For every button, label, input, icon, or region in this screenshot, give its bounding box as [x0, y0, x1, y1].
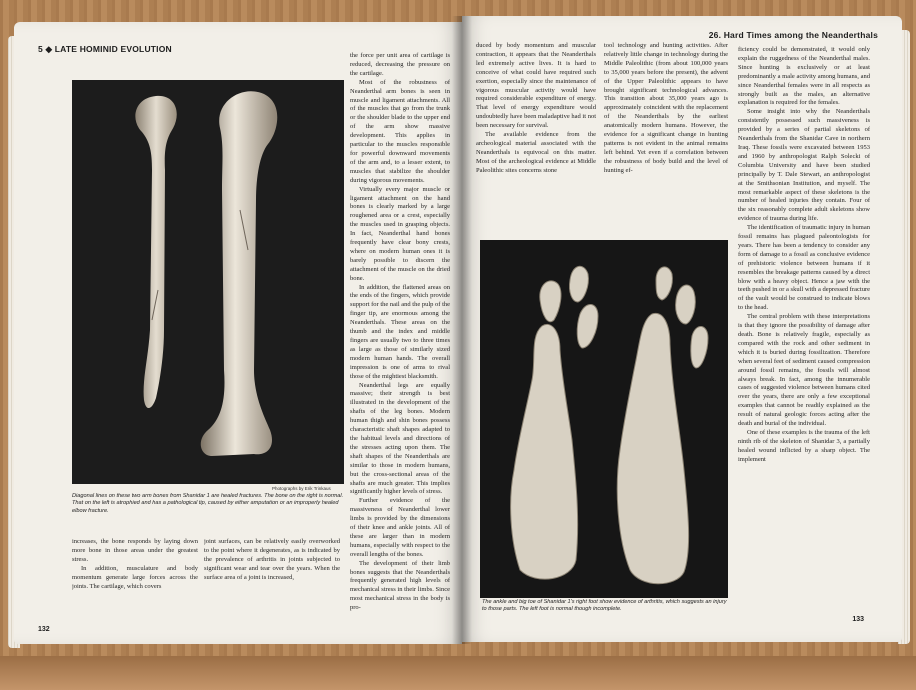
right-page	[462, 16, 902, 642]
left-figure-caption: Diagonal lines on these two arm bones from Shanidar 1 are healed fractures. The bone on the right is normal. That on the left is atrophied and has a pathological tip, caused by either amputation or an improperly healed elbow fracture.	[72, 493, 344, 514]
right-column-c	[738, 46, 870, 618]
paragraph: The available evidence from the archeological material associated with the Neanderthals is equivocal on this matter. Most of the archeological evidence at Middle Paleolithic sites concerns stone	[476, 131, 596, 174]
paragraph: In addition, musculature and body momentum generate large forces across the joints. The cartilage, which covers	[72, 564, 198, 590]
left-column-a	[72, 538, 198, 624]
right-page-number: 133	[852, 616, 864, 623]
paragraph: joint surfaces, can be relatively easily overworked to the point where it degenerates, as is indicated by the prevalence of arthritis in joints subjected to significant wear and tear over the years. When the surface area of a joint is increased,	[204, 538, 340, 581]
arm-bones-illustration	[72, 80, 344, 484]
paragraph: tool technology and hunting activities. After relatively little change in technology during the Middle Paleolithic (from about 100,000 years to 35,000 years before the present), the advent of the Upper Paleolithic appears to have brought significant technological advances. This transition about 35,000 years ago is approximately coincident with the replacement of the Neanderthals by the earliest anatomically modern humans. However, the evidence for a significant change in hunting patterns is not evident in the animal remains left behind. Yet even if a correlation between the robustness of body build and the level of hunting ef-	[604, 42, 728, 174]
foot-bones-illustration	[480, 240, 728, 598]
paragraph: ficiency could be demonstrated, it would only explain the ruggedness of the Neanderthal males. Since hunting is exclusively or at least predominantly a male activity among humans, and since Neanderthal females were in all respects as strongly built as the males, an alternative explanation is required for the females.	[738, 46, 870, 107]
left-page	[14, 22, 462, 644]
paragraph: The central problem with these interpretations is that they ignore the possibility of damage after death. Bone is relatively fragile, especially as compared with the rock and other sediment in which it is buried during fossilization. Therefore when several feet of sediment caused compression around fossil remains, the fossils will almost always break. In fact, among the innumerable cases of suggested violence between humans cited over the years, there are only a few exceptional examples that cannot be readily explained as the result of natural geologic forces acting after the death and burial of the individual.	[738, 313, 870, 428]
left-running-head: 5 ◆ LATE HOMINID EVOLUTION	[38, 44, 172, 54]
right-column-b	[604, 42, 728, 232]
paragraph: Most of the robustness of Neanderthal arm bones is seen in muscle and ligament attachments. All of the muscles that go from the trunk or the shoulder blade to the upper end of the arm show massive development. This applies in particular to the muscles responsible for powerful downward movements of the arm and, to a lesser extent, to muscles that stabilize the shoulder during vigorous movements.	[350, 78, 450, 184]
foot-bones-photo	[480, 240, 728, 598]
paragraph: One of these examples is the trauma of the left ninth rib of the skeleton of Shanidar 3, a partially healed wound inflicted by a sharp object. The implement	[738, 428, 870, 463]
paragraph: Virtually every major muscle or ligament attachment on the hand bones is clearly marked by a large roughened area or a crest, especially the muscles used in grasping objects. In fact, Neanderthal hand bones frequently have clear bony crests, where on modern human ones it is barely possible to discern the attachment of the muscle on the dried bone.	[350, 185, 450, 282]
paragraph: In addition, the flattened areas on the ends of the fingers, which provide support for the nail and the pulp of the finger tip, are enormous among the Neanderthals. These areas on the thumb and the index and middle fingers are usually two to three times as large as those of similarly sized modern human hands. The overall impression is one of arms to rival those of the mightiest blacksmith.	[350, 283, 450, 380]
book-gutter	[452, 16, 472, 644]
paragraph: Neanderthal legs are equally massive; their strength is best illustrated in the development of the shafts of the leg bones. Modern human thigh and shin bones possess characteristic shaft shapes adapted to the habitual levels and directions of the stresses acting upon them. The shaft shapes of the Neanderthals are similar to those in modern humans, but the cross-sectional areas of the shafts are much greater. This implies significantly higher levels of stress.	[350, 381, 450, 496]
arm-bones-photo	[72, 80, 344, 484]
left-page-number: 132	[38, 626, 50, 633]
paragraph: the force per unit area of cartilage is reduced, decreasing the pressure on the cartilage.	[350, 52, 450, 77]
paragraph: Further evidence of the massiveness of Neanderthal lower limbs is provided by the dimensions of their knee and ankle joints. All of these are larger than in modern humans, especially with respect to the overall lengths of the bones.	[350, 497, 450, 558]
photo-credit: Photographs by Erik Trinkaus	[272, 486, 331, 491]
paragraph: Some insight into why the Neanderthals consistently possessed such massiveness is provided by a series of partial skeletons of Neanderthals from the Shanidar Cave in northern Iraq. These fossils were excavated between 1953 and 1960 by anthropologist Ralph Solecki of Columbia University and have been studied principally by T. Dale Stewart, an anthropologist at the Smithsonian Institution, and myself. The most remarkable aspect of these skeletons is the number of healed injuries they contain. Four of the six reasonably complete adult skeletons show evidence of trauma during life.	[738, 108, 870, 223]
paragraph: duced by body momentum and muscular contraction, it appears that the Neanderthals led extremely active lives. It is hard to conceive of what could have required such exertion, especially since the maintenance of vigorous muscular activity would have required considerable expenditure of energy. That level of energy expenditure would undoubtedly have been maladaptive had it not been necessary for survival.	[476, 42, 596, 130]
right-running-head: 26. Hard Times among the Neanderthals	[708, 30, 878, 40]
left-column-b	[204, 538, 340, 624]
paragraph: increases, the bone responds by laying down more bone in those areas under the greatest stress.	[72, 538, 198, 563]
table-surface	[0, 656, 916, 690]
paragraph: The identification of traumatic injury in human fossil remains has plagued paleontologists for years. There has been a tendency to consider any form of damage to a fossil as conclusive evidence of prehistoric violence between humans if it resembles the breakage patterns caused by a direct blow with a heavy object. Hence a jaw with the teeth pushed in or a skull with a depressed fracture of the vault would be construed to indicate blows to the head.	[738, 224, 870, 312]
left-column-c	[350, 52, 450, 624]
paragraph: The development of their limb bones suggests that the Neanderthals frequently generated high levels of mechanical stress in their limbs. Since most mechanical stress in the body is pro-	[350, 559, 450, 612]
right-figure-caption: The ankle and big toe of Shanidar 1's right foot show evidence of arthritis, which suggests an injury to those parts. The left foot is normal though incomplete.	[482, 599, 727, 613]
right-column-a	[476, 42, 596, 232]
